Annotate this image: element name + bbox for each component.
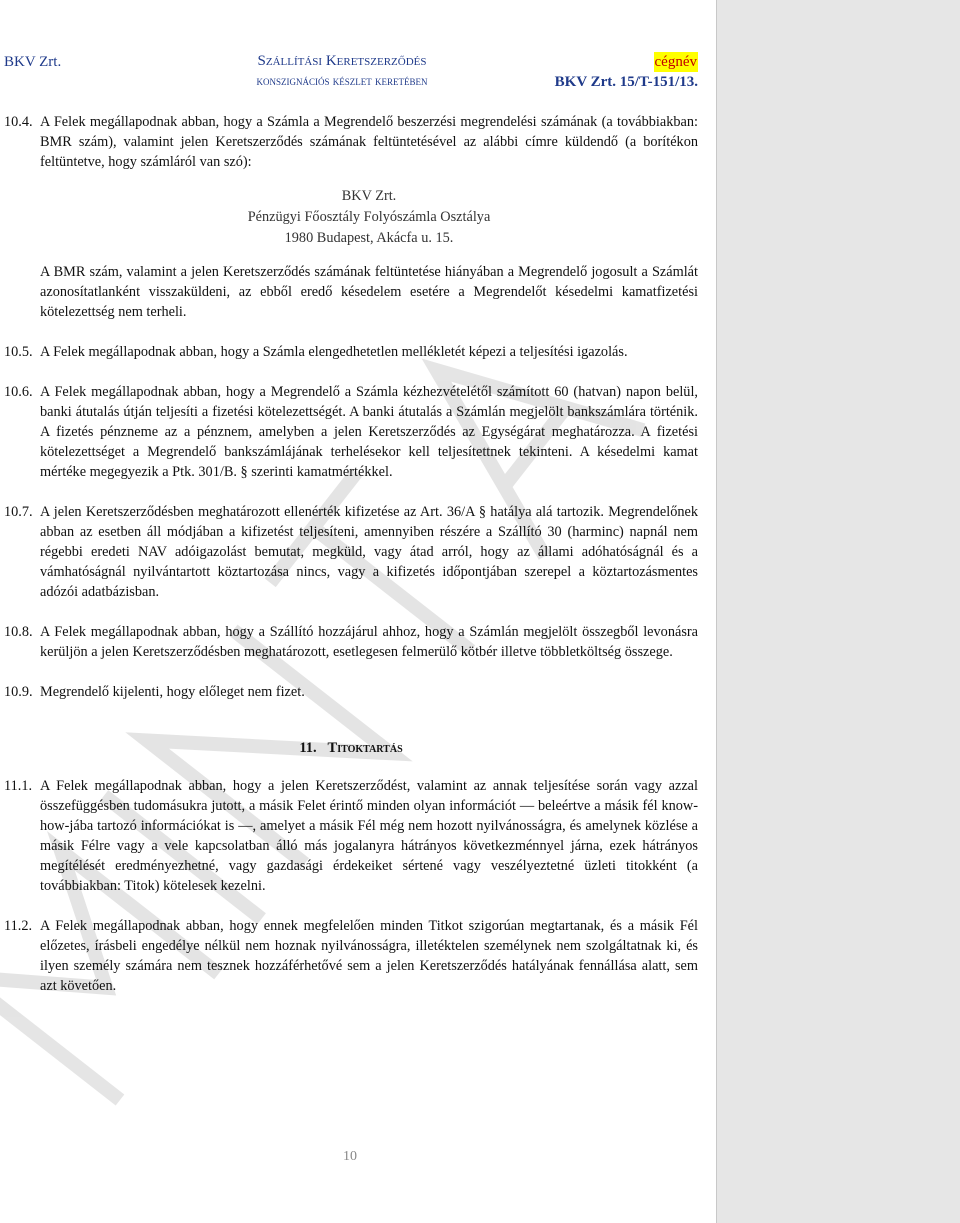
clause-text: A Felek megállapodnak abban, hogy ennek megfelelően minden Titkot szigorúan megtartanak, és a másik Fél előzetes, írásbeli engedélye nélkül nem hoznak nyilvánosságra, illetéktelen személynek nem szolgáltatnak ki, és ilyen személy számára nem tesznek hozzáférhetővé sem a jelen Keretszerződés hatályának fennállása alatt, sem azt követően. bbox=[40, 918, 698, 994]
clause-number: 10.5. bbox=[4, 344, 33, 360]
header-company: BKV Zrt. bbox=[4, 54, 62, 70]
clause-text: A jelen Keretszerződésben meghatározott ellenérték kifizetése az Art. 36/A § hatálya alá tartozik. Megrendelőnek abban az esetben áll módjában a kifizetést teljesíteni, amennyiben részére a Szállító 30 (harminc) napnál nem régebbi eredeti NAV adóigazolást bemutat, megküld, vagy átad arról, hogy az állami adóhatóságnál és a vámhatóságnál nyilvántartott köztartozása nincs, vagy a kifizetés időpontjában szerepel a köztartozásmentes adózói adatbázisban. bbox=[40, 504, 698, 600]
clause-text: A Felek megállapodnak abban, hogy a Számla elengedhetetlen mellékletét képezi a teljesítési igazolás. bbox=[40, 344, 628, 360]
clause-11-2 bbox=[4, 916, 698, 996]
header-reference bbox=[528, 52, 698, 92]
company-name-placeholder: cégnév bbox=[654, 54, 697, 70]
clause-text: Megrendelő kijelenti, hogy előleget nem fizet. bbox=[40, 684, 305, 700]
header-contract-title: Szállítási Keretszerződés bbox=[257, 53, 427, 69]
clause-10-5 bbox=[4, 342, 698, 362]
clause-text: A Felek megállapodnak abban, hogy a Számla a Megrendelő beszerzési megrendelési számának (a továbbiakban: BMR szám), valamint jelen Keretszerződés számának feltüntetésével az alábbi címre küldendő (a borítékon feltüntetve, hogy számláról van szó): bbox=[40, 114, 698, 170]
clause-10-6 bbox=[4, 382, 698, 482]
clause-number: 10.8. bbox=[4, 624, 33, 640]
contract-reference-number: BKV Zrt. 15/T-151/13. bbox=[554, 74, 698, 90]
clause-text: A Felek megállapodnak abban, hogy a Megrendelő a Számla kézhezvételétől számított 60 (hatvan) napon belül, banki átutalás útján teljesíti a fizetési kötelezettségét. A banki átutalás a Számlán megjelölt bankszámlára történik. A fizetés pénzneme az a pénznem, amelyben a jelen Keretszerződés az Egységárat meghatározza. A fizetési kötelezettséget a Megrendelő bankszámlájának terhelésekor kell teljesítettnek tekinteni. A késedelmi kamat mértéke megegyezik a Ptk. 301/B. § szerinti kamatmértékkel. bbox=[40, 384, 698, 480]
section-title: Titoktartás bbox=[327, 740, 403, 756]
header-contract-type bbox=[197, 52, 487, 90]
clause-10-8 bbox=[4, 622, 698, 662]
clause-number: 11.1. bbox=[4, 778, 33, 794]
clause-number: 10.4. bbox=[4, 114, 33, 130]
clause-bmr-note bbox=[4, 262, 698, 322]
clause-number: 10.6. bbox=[4, 384, 33, 400]
clause-10-7 bbox=[4, 502, 698, 602]
clause-10-9 bbox=[4, 682, 698, 702]
header-contract-subtitle: konszignációs készlet keretében bbox=[256, 73, 428, 88]
document-body bbox=[4, 112, 698, 1016]
comment-pane[interactable] bbox=[716, 0, 960, 1223]
address-line-department: Pénzügyi Főosztály Folyószámla Osztálya bbox=[247, 209, 491, 225]
address-line-company: BKV Zrt. bbox=[341, 188, 397, 204]
clause-text: A Felek megállapodnak abban, hogy a Szállító hozzájárul ahhoz, hogy a Számlán megjelölt összegből levonásra kerüljön a jelen Keretszerződésben meghatározott, esetlegesen felmerülő kötbér illetve többletköltség összege. bbox=[40, 624, 698, 660]
billing-address bbox=[40, 186, 698, 249]
address-line-city: 1980 Budapest, Akácfa u. 15. bbox=[284, 230, 454, 246]
section-heading-11 bbox=[4, 738, 698, 758]
section-number: 11. bbox=[299, 740, 317, 756]
clause-text: A BMR szám, valamint a jelen Keretszerződés számának feltüntetése hiányában a Megrendelő jogosult a Számlát azonosítatlanként visszaküldeni, az ebből eredő késedelem esetére a Megrendelőt késedelmi kamatfizetési kötelezettség nem terheli. bbox=[40, 264, 698, 320]
clause-number: 10.9. bbox=[4, 684, 33, 700]
page-number: 10 bbox=[343, 1149, 357, 1164]
clause-10-4 bbox=[4, 112, 698, 172]
clause-number: 11.2. bbox=[4, 918, 33, 934]
clause-11-1 bbox=[4, 776, 698, 896]
clause-number: 10.7. bbox=[4, 504, 33, 520]
clause-text: A Felek megállapodnak abban, hogy a jelen Keretszerződést, valamint az annak teljesítése során vagy azzal összefüggésben tudomásukra jutott, a másik Felet érintő minden olyan információt — beleértve a másik fél know-how-jába tartozó információkat is —, amelyet a másik Fél még nem hozott nyilvánosságra, és amelynek közlése a másik Félre vagy a vele kapcsolatban álló más jogalanyra hátrányos következménnyel járna, ezek hátrányos megítélését eredményezhetné, vagy gazdasági érdekeiket sértené vagy veszélyeztetné üzleti titokként (a továbbiakban: Titok) kötelesek kezelni. bbox=[40, 778, 698, 894]
